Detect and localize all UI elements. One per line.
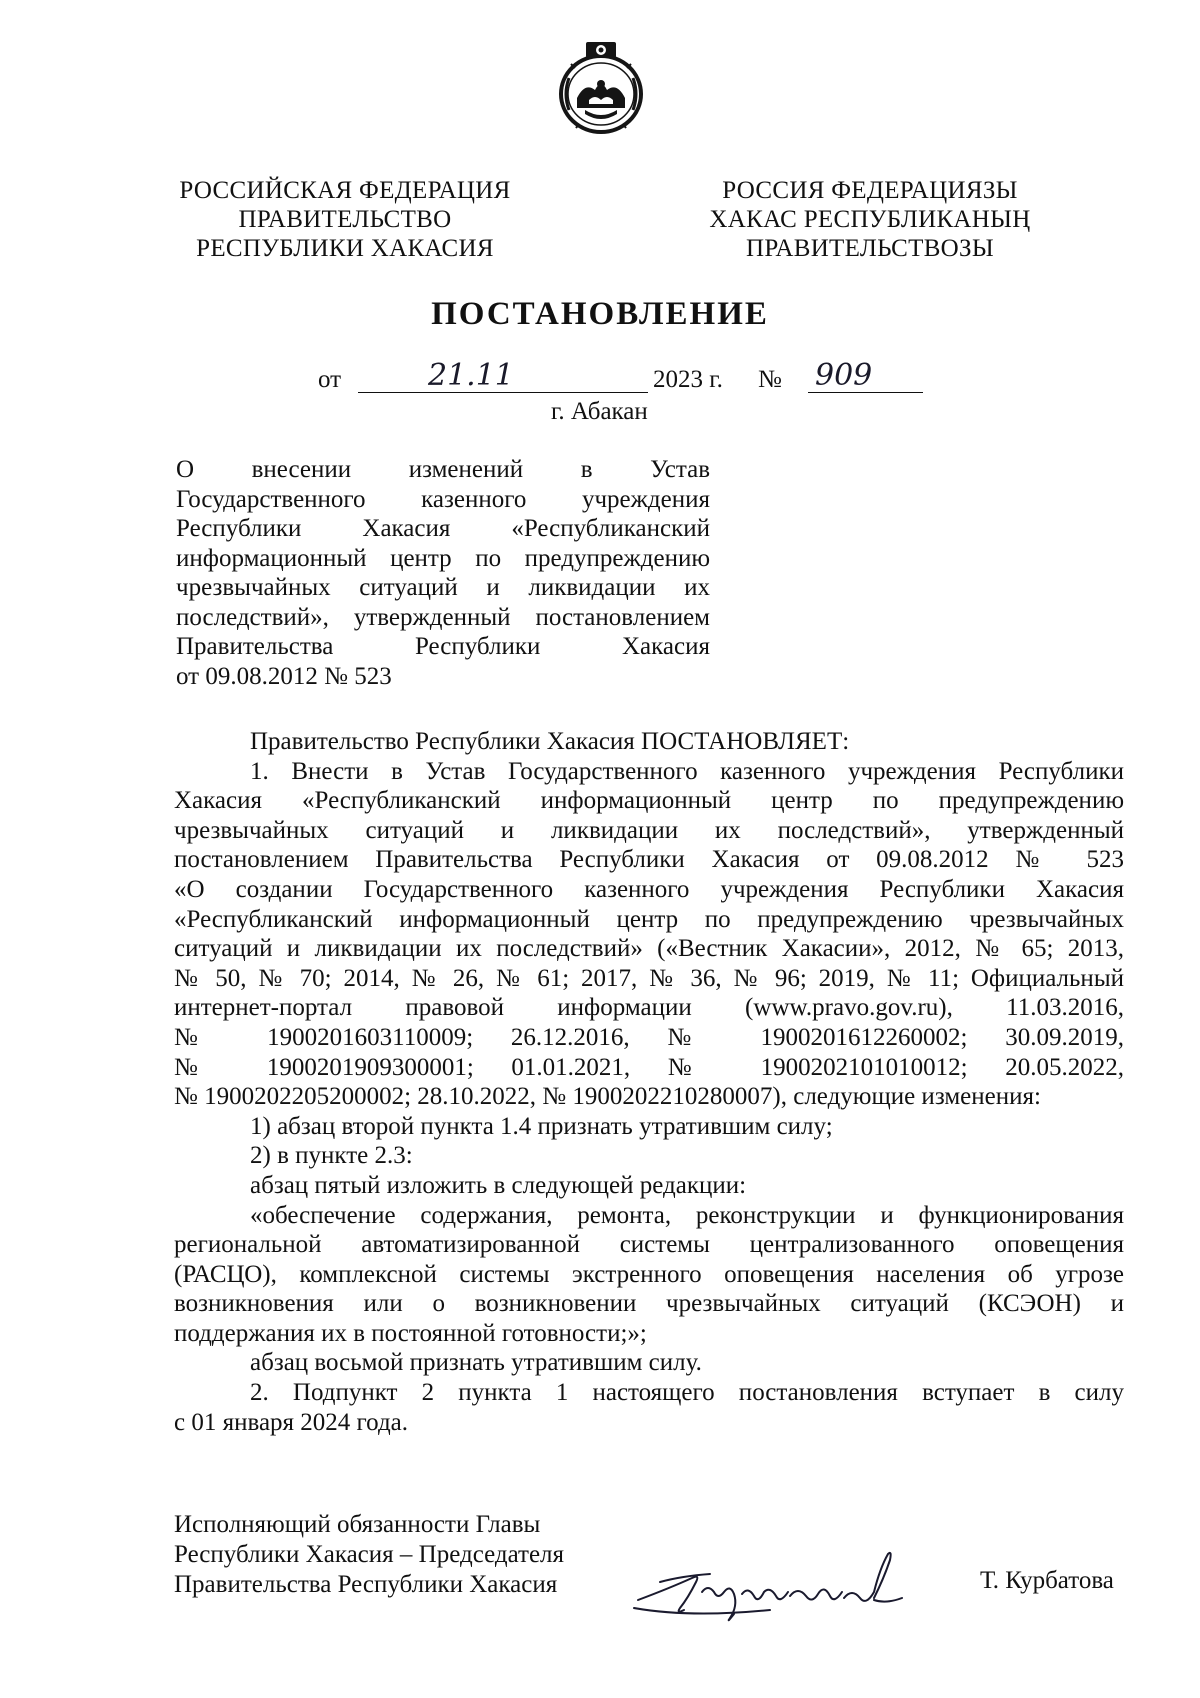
body-line: № 1900201909300001; 01.01.2021, № 1900202101010012; 20.05.2022, <box>174 1053 1124 1081</box>
subject-line: Государственного казенного учреждения <box>176 485 710 513</box>
signer-name: Т. Курбатова <box>980 1567 1114 1594</box>
header-right <box>690 176 1050 263</box>
body-line: «О создании Государственного казенного учреждения Республики Хакасия <box>174 875 1124 903</box>
handwritten-number: 909 <box>815 358 873 393</box>
handwritten-signature-icon <box>630 1548 920 1628</box>
body-line: постановлением Правительства Республики Хакасия от 09.08.2012 № 523 <box>174 846 1124 874</box>
subject-line: О внесении изменений в Устав <box>176 456 710 483</box>
body-line: региональной автоматизированной системы централизованного оповещения <box>174 1231 1124 1259</box>
body-line: абзац восьмой признать утратившим силу. <box>250 1349 702 1377</box>
body-line: поддержания их в постоянной готовности;»; <box>174 1319 647 1347</box>
subject-block <box>176 455 710 691</box>
header-right-line-3: ПРАВИТЕЛЬСТВОЗЫ <box>746 235 994 262</box>
document-title: ПОСТАНОВЛЕНИЕ <box>431 296 769 332</box>
header-right-line-1: РОССИЯ ФЕДЕРАЦИЯЗЫ <box>722 177 1018 204</box>
header-right-line-2: ХАКАС РЕСПУБЛИКАНЫҢ <box>709 206 1031 233</box>
body-line: «Республиканский информационный центр по предупреждению чрезвычайных <box>174 905 1124 933</box>
body-line: абзац пятый изложить в следующей редакции: <box>250 1171 747 1199</box>
body-line: № 50, № 70; 2014, № 26, № 61; 2017, № 36, № 96; 2019, № 11; Официальный <box>174 964 1124 992</box>
body-line: чрезвычайных ситуаций и ликвидации их последствий», утвержденный <box>174 816 1124 844</box>
city-label: г. Абакан <box>551 398 648 425</box>
signer-line: Правительства Республики Хакасия <box>174 1571 558 1598</box>
header-left-line-1: РОССИЙСКАЯ ФЕДЕРАЦИЯ <box>179 177 511 204</box>
signer-block <box>174 1510 564 1600</box>
date-number-line <box>318 360 918 398</box>
body-line: 2. Подпункт 2 пункта 1 настоящего постановления вступает в силу <box>250 1379 1124 1407</box>
header-left-line-2: ПРАВИТЕЛЬСТВО <box>238 206 452 233</box>
from-label: от <box>318 366 342 393</box>
body-line: Правительство Республики Хакасия ПОСТАНОВЛЯЕТ: <box>250 728 850 755</box>
subject-line: информационный центр по предупреждению <box>176 544 710 572</box>
body-line: возникновения или о возникновении чрезвычайных ситуаций (КСЭОН) и <box>174 1290 1124 1318</box>
body-line: ситуаций и ликвидации их последствий» («Вестник Хакасии», 2012, № 65; 2013, <box>174 935 1124 963</box>
coat-of-arms-emblem-icon <box>555 38 647 136</box>
header-left <box>165 176 525 263</box>
body-line: интернет-портал правовой информации (www.pravo.gov.ru), 11.03.2016, <box>174 994 1124 1022</box>
body-line: 1) абзац второй пункта 1.4 признать утратившим силу; <box>250 1112 833 1140</box>
subject-line: Правительства Республики Хакасия <box>176 633 710 660</box>
number-label: № <box>758 366 782 393</box>
body-line: с 01 января 2024 года. <box>174 1408 409 1436</box>
body-text <box>174 727 1124 1437</box>
subject-line: последствий», утвержденный постановлением <box>176 603 710 631</box>
year-label: 2023 г. <box>653 366 723 393</box>
body-line: № 1900202205200002; 28.10.2022, № 1900202210280007), следующие изменения: <box>174 1083 1041 1111</box>
body-line: «обеспечение содержания, ремонта, реконструкции и функционирования <box>250 1201 1124 1229</box>
body-line: 1. Внести в Устав Государственного казенного учреждения Республики <box>250 757 1124 785</box>
body-line: № 1900201603110009; 26.12.2016, № 1900201612260002; 30.09.2019, <box>174 1023 1124 1051</box>
subject-line: чрезвычайных ситуаций и ликвидации их <box>176 574 710 601</box>
body-line: (РАСЦО), комплексной системы экстренного оповещения населения об угрозе <box>174 1260 1124 1288</box>
subject-line: Республики Хакасия «Республиканский <box>176 515 710 542</box>
subject-line: от 09.08.2012 № 523 <box>176 662 392 690</box>
signer-line: Исполняющий обязанности Главы <box>174 1511 541 1538</box>
header-left-line-3: РЕСПУБЛИКИ ХАКАСИЯ <box>196 235 494 262</box>
signer-line: Республики Хакасия – Председателя <box>174 1541 565 1568</box>
body-line: Хакасия «Республиканский информационный центр по предупреждению <box>174 787 1124 815</box>
body-line: 2) в пункте 2.3: <box>250 1142 413 1170</box>
handwritten-date: 21.11 <box>428 358 514 393</box>
